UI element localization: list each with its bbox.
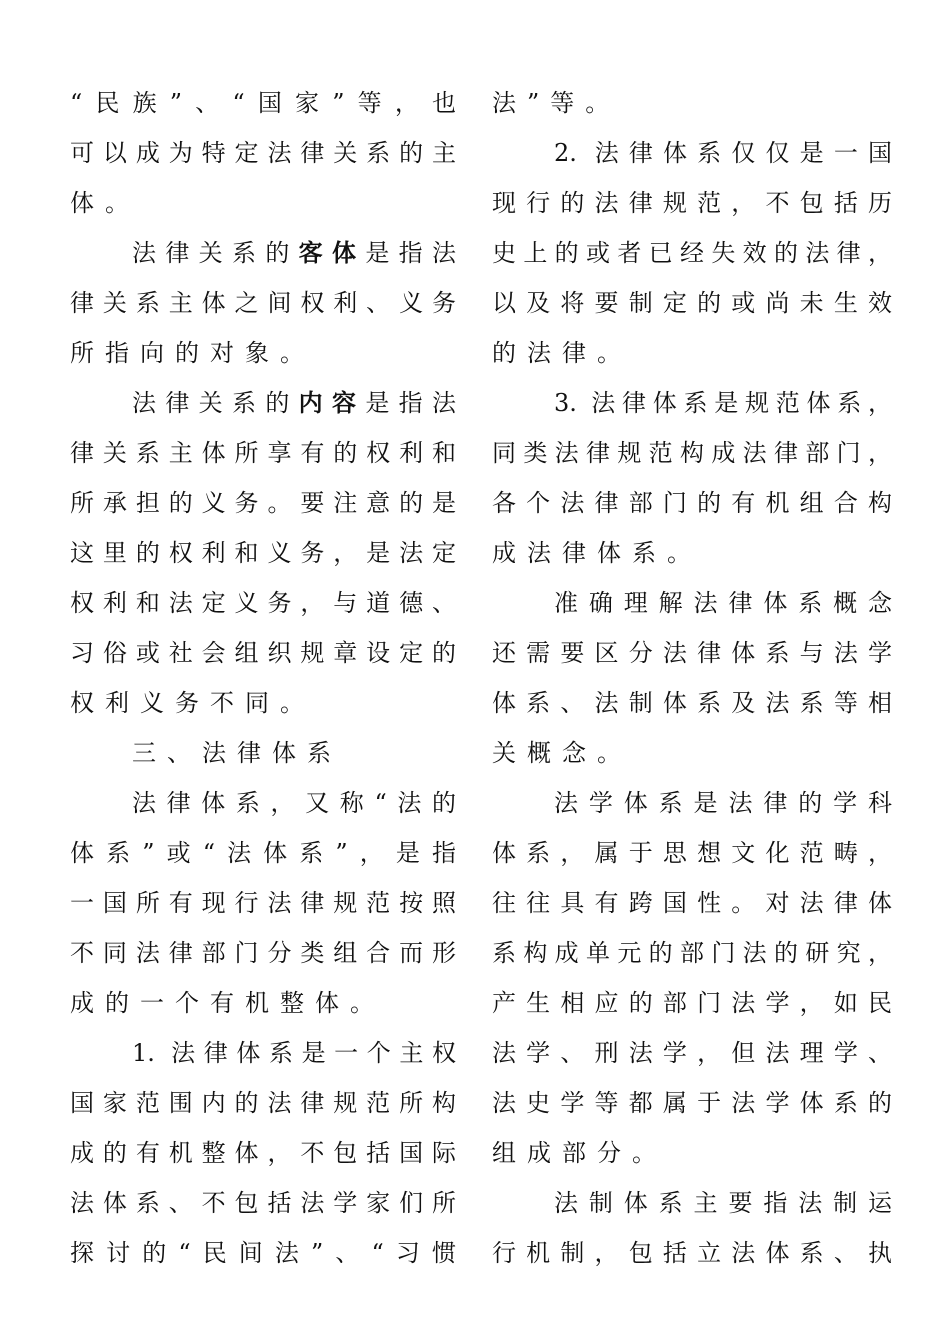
text-line: 成的一个有机整体。 bbox=[70, 989, 385, 1017]
text-line: 一国所有现行法律规范按照 bbox=[70, 889, 456, 917]
text-line: 行机制，包括立法体系、执 bbox=[492, 1239, 892, 1267]
text-line: 法学体系是法律的学科 bbox=[554, 789, 892, 817]
text-line: 史上的或者已经失效的法律， bbox=[492, 239, 892, 267]
text-line: 往往具有跨国性。对法律体 bbox=[492, 889, 892, 917]
text-line: 同类法律规范构成法律部门， bbox=[492, 439, 892, 467]
text-line: 习俗或社会组织规章设定的 bbox=[70, 639, 456, 667]
text-line: 1. 法律体系是一个主权 bbox=[132, 1039, 456, 1067]
text-line: 法学、刑法学，但法理学、 bbox=[492, 1039, 892, 1067]
text-line: 还需要区分法律体系与法学 bbox=[492, 639, 892, 667]
text-line: 权利义务不同。 bbox=[70, 689, 315, 717]
text-line: 律关系主体所享有的权利和 bbox=[70, 439, 456, 467]
text-line: 不同法律部门分类组合而形 bbox=[70, 939, 456, 967]
text-line: 可以成为特定法律关系的主 bbox=[70, 139, 456, 167]
text-line: 的法律。 bbox=[492, 339, 632, 367]
text-line: 体系、法制体系及法系等相 bbox=[492, 689, 892, 717]
text-line: 法制体系主要指法制运 bbox=[554, 1189, 892, 1217]
term-content: 内容 bbox=[298, 389, 366, 417]
text-line: 组成部分。 bbox=[492, 1139, 667, 1167]
text-line: 律关系主体之间权利、义务 bbox=[70, 289, 456, 317]
text-line bbox=[70, 228, 456, 278]
text-line: 这里的权利和义务，是法定 bbox=[70, 539, 456, 567]
text-line: 权利和法定义务，与道德、 bbox=[70, 589, 456, 617]
text-line: 法”等。 bbox=[492, 89, 621, 117]
text-line bbox=[70, 378, 456, 428]
text-line: 3. 法律体系是规范体系， bbox=[554, 389, 892, 417]
text-line: 所指向的对象。 bbox=[70, 339, 315, 367]
text-line: 2. 法律体系仅仅是一国 bbox=[554, 139, 892, 167]
text-line: 产生相应的部门法学，如民 bbox=[492, 989, 892, 1017]
left-column bbox=[70, 78, 456, 1278]
text-span: 是指法 bbox=[365, 239, 457, 267]
text-line: 关概念。 bbox=[492, 739, 632, 767]
text-line: 体。 bbox=[70, 189, 140, 217]
text-line: 国家范围内的法律规范所构 bbox=[70, 1089, 456, 1117]
text-line: 系构成单元的部门法的研究， bbox=[492, 939, 892, 967]
text-line: 现行的法律规范，不包括历 bbox=[492, 189, 892, 217]
text-span: 是指法 bbox=[365, 389, 457, 417]
text-span: 法律关系的 bbox=[132, 239, 299, 267]
text-line: 所承担的义务。要注意的是 bbox=[70, 489, 456, 517]
text-line: 探讨的“民间法”、“习惯 bbox=[70, 1239, 456, 1267]
section-heading: 三、法律体系 bbox=[132, 739, 342, 767]
text-line: “民族”、“国家”等，也 bbox=[70, 89, 456, 117]
text-line: 法律体系，又称“法的 bbox=[132, 789, 456, 817]
text-line: 准确理解法律体系概念 bbox=[554, 589, 892, 617]
right-column bbox=[492, 78, 892, 1278]
term-object: 客体 bbox=[298, 239, 366, 267]
text-span: 法律关系的 bbox=[132, 389, 299, 417]
text-line: 法史学等都属于法学体系的 bbox=[492, 1089, 892, 1117]
text-line: 法体系、不包括法学家们所 bbox=[70, 1189, 456, 1217]
text-line: 各个法律部门的有机组合构 bbox=[492, 489, 892, 517]
text-line: 成的有机整体，不包括国际 bbox=[70, 1139, 456, 1167]
text-line: 体系”或“法体系”，是指 bbox=[70, 839, 456, 867]
text-line: 体系，属于思想文化范畴， bbox=[492, 839, 892, 867]
text-line: 以及将要制定的或尚未生效 bbox=[492, 289, 892, 317]
text-line: 成法律体系。 bbox=[492, 539, 702, 567]
